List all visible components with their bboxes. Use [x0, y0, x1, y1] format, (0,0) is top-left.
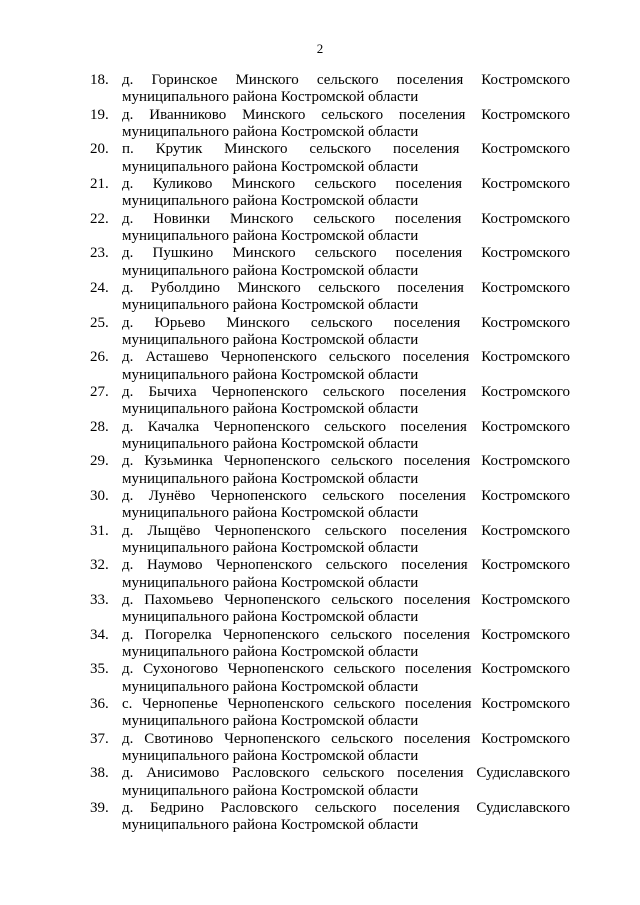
list-item [90, 176, 570, 211]
item-text: д. Пушкино Минского сельского поселения Костромского муниципального района Костромской области [122, 245, 570, 279]
item-text: д. Иванниково Минского сельского поселения Костромского муниципального района Костромской области [122, 106, 570, 141]
page-number: 2 [316, 41, 324, 56]
item-text: п. Крутик Минского сельского поселения Костромского муниципального района Костромской области [122, 141, 570, 175]
item-number: 25. [90, 314, 109, 331]
item-text: д. Горинское Минского сельского поселения Костромского муниципального района Костромской области [122, 72, 570, 106]
item-text: с. Чернопенье Чернопенского сельского поселения Костромского муниципального района Костромской области [122, 696, 570, 730]
list-item [90, 211, 570, 246]
list-item [90, 384, 570, 419]
list-item [90, 141, 570, 176]
item-number: 34. [90, 626, 109, 643]
list-item [90, 627, 570, 662]
item-text: д. Бычиха Чернопенского сельского поселения Костромского муниципального района Костромской области [122, 384, 570, 418]
item-text: д. Руболдино Минского сельского поселения Костромского муниципального района Костромской области [122, 280, 570, 314]
item-number: 20. [90, 141, 109, 158]
item-number: 26. [90, 349, 109, 366]
list-item [90, 245, 570, 280]
list-item [90, 661, 570, 696]
item-text: д. Куликово Минского сельского поселения Костромского муниципального района Костромской области [122, 176, 570, 210]
item-number: 18. [90, 72, 109, 88]
item-text: д. Сухоногово Чернопенского сельского поселения Костромского муниципального района Костромской области [122, 661, 570, 695]
list-item [90, 280, 570, 315]
item-text: д. Пахомьево Чернопенского сельского поселения Костромского муниципального района Костромской области [122, 592, 570, 626]
item-number: 39. [90, 800, 109, 817]
item-text: д. Погорелка Чернопенского сельского поселения Костромского муниципального района Костромской области [122, 626, 570, 661]
list-item [90, 592, 570, 627]
item-number: 37. [90, 730, 109, 747]
settlement-list [90, 72, 570, 835]
item-number: 36. [90, 696, 109, 713]
item-number: 19. [90, 106, 109, 123]
item-text: д. Лыщёво Чернопенского сельского поселения Костромского муниципального района Костромской области [122, 522, 570, 557]
item-number: 27. [90, 384, 109, 401]
item-number: 21. [90, 176, 109, 193]
list-item [90, 419, 570, 454]
item-number: 38. [90, 765, 109, 782]
item-text: д. Лунёво Чернопенского сельского поселения Костромского муниципального района Костромской области [122, 488, 570, 522]
item-text: д. Анисимово Расловского сельского поселения Судиславского муниципального района Костромской области [122, 765, 570, 799]
list-item [90, 72, 570, 107]
list-item [90, 765, 570, 800]
list-item [90, 349, 570, 384]
item-text: д. Юрьево Минского сельского поселения Костромского муниципального района Костромской области [122, 314, 570, 349]
item-text: д. Качалка Чернопенского сельского поселения Костромского муниципального района Костромской области [122, 418, 570, 453]
item-number: 29. [90, 453, 109, 470]
item-number: 35. [90, 661, 109, 678]
list-item [90, 107, 570, 142]
list-item [90, 453, 570, 488]
item-number: 30. [90, 488, 109, 505]
list-item [90, 523, 570, 558]
list-item [90, 488, 570, 523]
item-text: д. Асташево Чернопенского сельского поселения Костромского муниципального района Костромской области [122, 349, 570, 383]
item-number: 22. [90, 210, 109, 227]
list-item [90, 800, 570, 835]
item-number: 28. [90, 418, 109, 435]
item-number: 23. [90, 245, 109, 262]
list-item [90, 315, 570, 350]
item-text: д. Свотиново Чернопенского сельского поселения Костромского муниципального района Костромской области [122, 730, 570, 765]
item-number: 24. [90, 280, 109, 297]
list-item [90, 731, 570, 766]
item-text: д. Кузьминка Чернопенского сельского поселения Костромского муниципального района Костромской области [122, 453, 570, 487]
item-text: д. Наумово Чернопенского сельского поселения Костромского муниципального района Костромской области [122, 557, 570, 591]
item-text: д. Бедрино Расловского сельского поселения Судиславского муниципального района Костромской области [122, 800, 570, 834]
list-item [90, 696, 570, 731]
item-text: д. Новинки Минского сельского поселения Костромского муниципального района Костромской области [122, 210, 570, 245]
item-number: 33. [90, 592, 109, 609]
list-item [90, 557, 570, 592]
item-number: 32. [90, 557, 109, 574]
item-number: 31. [90, 522, 109, 539]
